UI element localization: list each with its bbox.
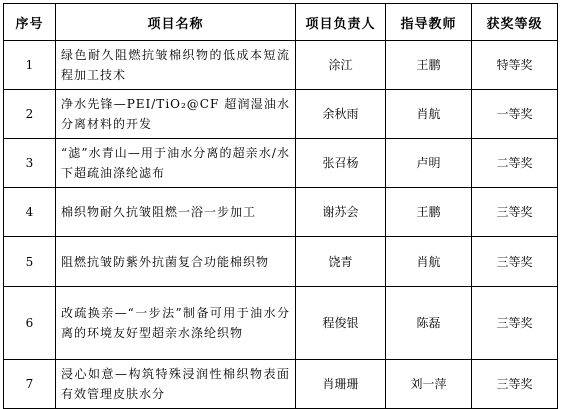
row-leader: 余秋雨 [296, 90, 386, 139]
row-advisor: 王鹏 [386, 41, 472, 90]
row-award: 三等奖 [472, 360, 558, 409]
row-project-name: “滤”水青山—用于油水分离的超亲水/水下超疏油涤纶滤布 [56, 139, 296, 188]
row-advisor: 陈磊 [386, 287, 472, 360]
row-project-name: 改疏换亲—“一步法”制备可用于油水分离的环境友好型超亲水涤纶织物 [56, 287, 296, 360]
row-advisor: 王鹏 [386, 188, 472, 237]
row-no: 7 [4, 360, 56, 409]
header-project-name: 项目名称 [56, 4, 296, 41]
row-project-name: 浸心如意—构筑特殊浸润性棉织物表面有效管理皮肤水分 [56, 360, 296, 409]
table-row [4, 360, 558, 409]
table-row [4, 237, 558, 287]
row-project-name: 阻燃抗皱防紫外抗菌复合功能棉织物 [56, 237, 296, 287]
row-leader: 谢苏会 [296, 188, 386, 237]
header-advisor: 指导教师 [386, 4, 472, 41]
row-project-name: 绿色耐久阻燃抗皱棉织物的低成本短流程加工技术 [56, 41, 296, 90]
row-project-name: 净水先锋—PEI/TiO₂@CF 超润湿油水分离材料的开发 [56, 90, 296, 139]
row-leader: 张召杨 [296, 139, 386, 188]
row-advisor: 卢明 [386, 139, 472, 188]
row-leader: 饶青 [296, 237, 386, 287]
row-no: 6 [4, 287, 56, 360]
row-leader: 程俊银 [296, 287, 386, 360]
row-leader: 涂江 [296, 41, 386, 90]
header-row [4, 4, 558, 41]
header-no: 序号 [4, 4, 56, 41]
row-award: 一等奖 [472, 90, 558, 139]
table-row [4, 41, 558, 90]
row-no: 1 [4, 41, 56, 90]
row-advisor: 刘一萍 [386, 360, 472, 409]
row-award: 三等奖 [472, 287, 558, 360]
table-row [4, 90, 558, 139]
header-leader: 项目负责人 [296, 4, 386, 41]
row-award: 三等奖 [472, 237, 558, 287]
row-no: 4 [4, 188, 56, 237]
row-award: 二等奖 [472, 139, 558, 188]
header-award: 获奖等级 [472, 4, 558, 41]
table-row [4, 287, 558, 360]
row-no: 5 [4, 237, 56, 287]
row-advisor: 肖航 [386, 237, 472, 287]
row-award: 特等奖 [472, 41, 558, 90]
row-project-name: 棉织物耐久抗皱阻燃一浴一步加工 [56, 188, 296, 237]
table-row [4, 139, 558, 188]
table-row [4, 188, 558, 237]
award-table [3, 3, 558, 409]
row-leader: 肖珊珊 [296, 360, 386, 409]
row-no: 3 [4, 139, 56, 188]
row-advisor: 肖航 [386, 90, 472, 139]
row-award: 三等奖 [472, 188, 558, 237]
row-no: 2 [4, 90, 56, 139]
